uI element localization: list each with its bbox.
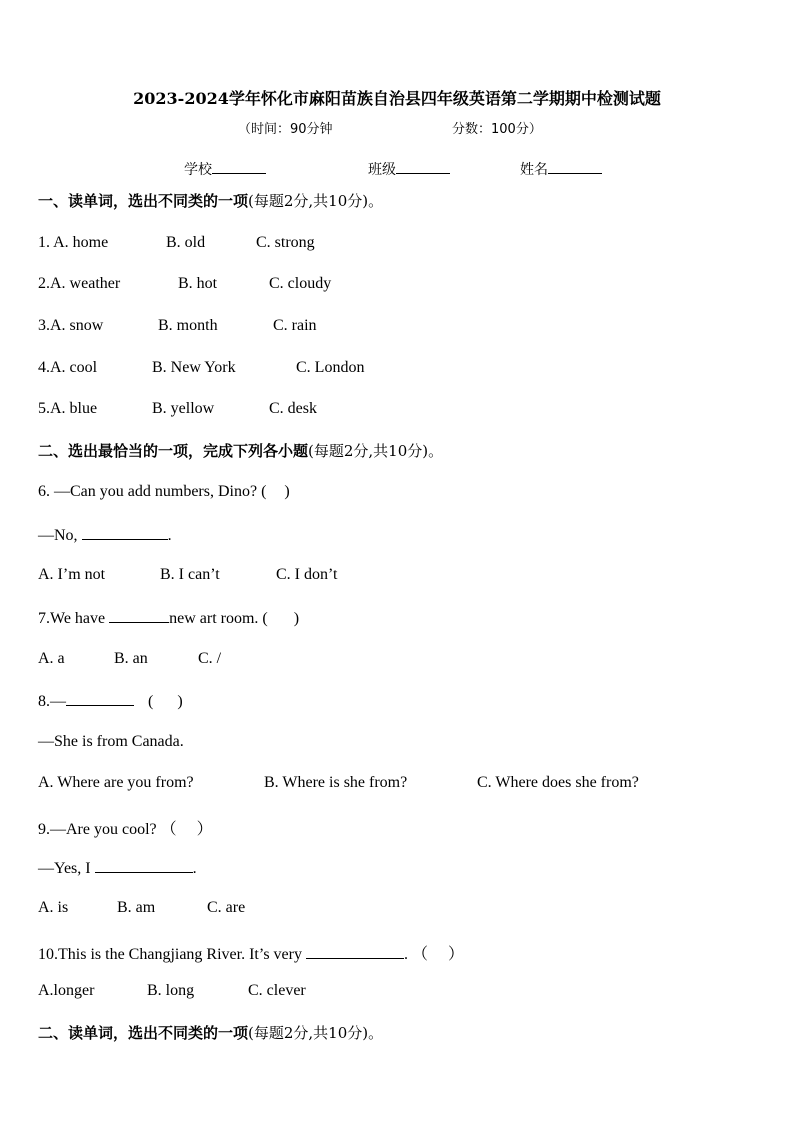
- option-b[interactable]: B. old: [166, 234, 206, 251]
- exam-time: （时间：90分钟: [238, 122, 333, 137]
- answer-blank[interactable]: [306, 944, 404, 959]
- school-field: [184, 159, 266, 179]
- option-c[interactable]: C. rain: [273, 317, 317, 334]
- option-a[interactable]: A. snow: [50, 317, 104, 334]
- section1-score-note: (每题2分,共10分)。: [248, 192, 384, 210]
- question-6-prompt: [38, 483, 290, 501]
- question-8-reply: [38, 733, 184, 751]
- question-10-options: [38, 982, 306, 1000]
- question-2: [38, 275, 332, 293]
- option-a[interactable]: A. Where are you from?: [38, 774, 194, 791]
- option-b[interactable]: B. an: [114, 650, 148, 667]
- question-1: [38, 234, 315, 252]
- question-9-prompt: [38, 816, 213, 839]
- answer-paren-close: ): [177, 693, 183, 710]
- option-a[interactable]: A. home: [53, 234, 109, 251]
- class-label: 班级: [368, 162, 396, 178]
- option-c[interactable]: C. Where does she from?: [477, 774, 639, 791]
- section1-heading: [38, 190, 383, 211]
- class-field: [368, 159, 450, 179]
- question-number: 5.: [38, 400, 50, 417]
- question-7-text-end: new art room. (: [169, 610, 268, 627]
- answer-paren-open: (: [148, 693, 154, 710]
- question-6-reply: [38, 525, 172, 545]
- name-field: [520, 159, 602, 179]
- option-c[interactable]: C. /: [198, 650, 222, 667]
- option-a[interactable]: A. I’m not: [38, 566, 106, 583]
- option-a[interactable]: A. cool: [50, 359, 98, 376]
- section3-heading-text: 二、读单词，选出不同类的一项: [38, 1024, 249, 1042]
- question-8-reply-text: —She is from Canada.: [38, 733, 184, 750]
- answer-paren-close: ): [284, 483, 290, 500]
- question-10-text: 10.This is the Changjiang River. It’s very: [38, 946, 306, 963]
- question-4: [38, 359, 365, 377]
- answer-blank[interactable]: [82, 525, 168, 540]
- section2-heading: [38, 440, 443, 461]
- option-b[interactable]: B. Where is she from?: [264, 774, 408, 791]
- option-a[interactable]: A. weather: [50, 275, 121, 292]
- question-6-reply-text: —No,: [38, 527, 82, 544]
- question-8-text: 8.—: [38, 693, 66, 710]
- option-a[interactable]: A. a: [38, 650, 65, 667]
- question-9-options: [38, 899, 246, 917]
- punctuation: .: [167, 527, 172, 544]
- option-b[interactable]: B. hot: [178, 275, 218, 292]
- question-7-prompt: [38, 608, 299, 628]
- option-c[interactable]: C. London: [296, 359, 365, 376]
- school-label: 学校: [184, 162, 212, 178]
- option-b[interactable]: B. month: [158, 317, 218, 334]
- option-a[interactable]: A. blue: [50, 400, 98, 417]
- question-10-prompt: [38, 941, 464, 964]
- name-label: 姓名: [520, 162, 548, 178]
- answer-paren-close: ): [293, 610, 300, 627]
- exam-total-score: 分数：100分）: [452, 122, 542, 137]
- option-c[interactable]: C. clever: [248, 982, 306, 999]
- section1-heading-text: 一、读单词，选出不同类的一项: [38, 192, 249, 210]
- question-5: [38, 400, 317, 418]
- question-number: 1.: [38, 234, 54, 251]
- question-6-options: [38, 566, 338, 584]
- section3-score-note: (每题2分,共10分)。: [248, 1024, 384, 1042]
- option-b[interactable]: B. am: [117, 899, 156, 916]
- answer-blank[interactable]: [109, 608, 169, 623]
- question-7-text: 7.We have: [38, 610, 110, 627]
- question-9-reply-text: —Yes, I: [38, 860, 95, 877]
- exam-title: 2023-2024学年怀化市麻阳苗族自治县四年级英语第二学期期中检测试题: [133, 89, 661, 108]
- option-c[interactable]: C. are: [207, 899, 246, 916]
- section2-score-note: (每题2分,共10分)。: [308, 442, 444, 460]
- option-c[interactable]: C. I don’t: [276, 566, 338, 583]
- question-7-options: [38, 650, 222, 668]
- option-b[interactable]: B. I can’t: [160, 566, 220, 583]
- question-6-text: 6. —Can you add numbers, Dino? (: [38, 483, 267, 500]
- question-8-options: [38, 774, 639, 792]
- class-blank[interactable]: [396, 159, 450, 174]
- question-8-prompt: [38, 691, 183, 711]
- school-blank[interactable]: [212, 159, 266, 174]
- option-a[interactable]: A. is: [38, 899, 69, 916]
- answer-paren-close: ）: [447, 946, 464, 963]
- answer-paren-close: ）: [196, 821, 213, 838]
- question-9-text: 9.—Are you cool? （: [38, 821, 177, 838]
- option-b[interactable]: B. long: [147, 982, 195, 999]
- option-c[interactable]: C. desk: [269, 400, 317, 417]
- section2-heading-text: 二、选出最恰当的一项，完成下列各小题: [38, 442, 309, 460]
- question-10-text-end: . （: [403, 946, 428, 963]
- option-a[interactable]: A.longer: [38, 982, 95, 999]
- question-number: 2.: [38, 275, 50, 292]
- option-c[interactable]: C. cloudy: [269, 275, 332, 292]
- question-3: [38, 317, 317, 335]
- question-number: 4.: [38, 359, 50, 376]
- name-blank[interactable]: [548, 159, 602, 174]
- option-b[interactable]: B. yellow: [152, 400, 215, 417]
- answer-blank[interactable]: [95, 858, 193, 873]
- answer-blank[interactable]: [66, 691, 134, 706]
- option-c[interactable]: C. strong: [256, 234, 315, 251]
- option-b[interactable]: B. New York: [152, 359, 236, 376]
- question-9-reply: [38, 858, 197, 878]
- punctuation: .: [192, 860, 197, 877]
- section3-heading: [38, 1022, 383, 1043]
- question-number: 3.: [38, 317, 50, 334]
